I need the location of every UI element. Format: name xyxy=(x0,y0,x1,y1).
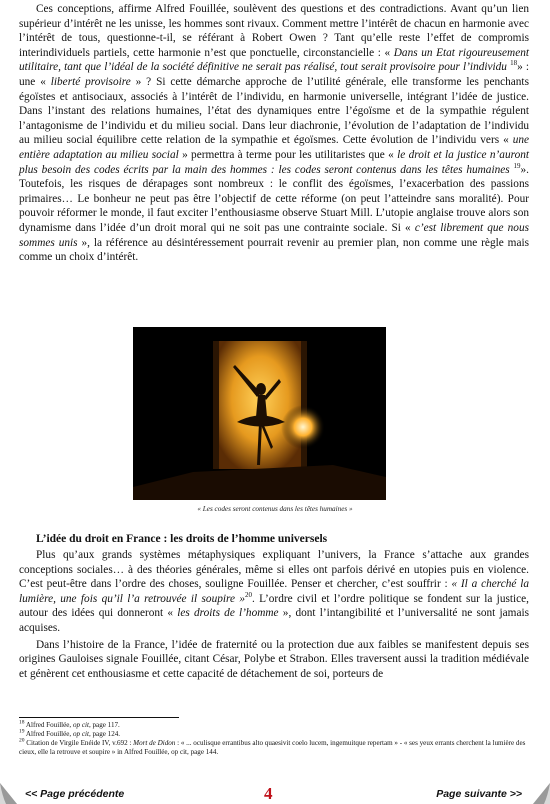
next-page-link[interactable]: Page suivante >> xyxy=(436,788,522,800)
quote: « Il a cherché la lumière, une fois qu’il l’a retrouvée il soupire » xyxy=(19,578,529,605)
text-run: Plus qu’aux grands systèmes métaphysiques expliquant l’univers, la France s’attache aux grandes conceptions sociales… à des théories générales, même si elles ont parfois dérivé en utopies puis en violence. C’est peut-être dans l’ordre des choses, souligne Fouillée. Penser et chercher, c’est souffrir : xyxy=(19,549,529,591)
previous-page-link[interactable]: << Page précédente xyxy=(25,788,125,800)
quote: liberté provisoire xyxy=(50,75,131,88)
footnote-ref-19[interactable]: 19 xyxy=(513,161,521,170)
footnote-18: $^{18}$ Alfred Fouillée, op cit, page 117. xyxy=(19,719,120,729)
footnote-ref-20[interactable]: 20 xyxy=(245,591,252,600)
paragraph-2 xyxy=(19,548,529,636)
section-heading: L’idée du droit en France : les droits de l’homme universels xyxy=(36,533,328,545)
paragraph-3: Dans l’histoire de la France, l’idée de fraternité ou la protection due aux faibles se manifestent depuis ses origines Gauloises signale Fouillée, citant César, Polybe et Strabon. Elles traversent aussi la tradition médiévale et génèrent cet enthousiasme et cette capacité de détachement de soi, porteurs de xyxy=(19,638,529,680)
text-run: », dont l’intangibilité et l’universalité ne sont jamais acquises. xyxy=(19,607,530,634)
page-number: 4 xyxy=(264,784,273,803)
text-run: » : une « xyxy=(19,61,529,88)
quote: le droit et la justice n’auront plus besoin des codes écrits par la main des hommes : les codes seront contenus dans les têtes humaines xyxy=(19,148,530,176)
text-run: » ? Si cette démarche approche de l’utilité générale, elle transforme les penchants égoïstes et antisociaux, associés à l’intérêt de l’individu, en harmonie universelle, intégrant l’idée de justice. Dans l’instant des relations humaines, l’état des dynamiques entre l’égoïsme et de la sympathie régulent l’antagonisme de l’individu et du milieu social. Dans leur diachronie, l’évolution de l’adaptation de l’individu au milieu social équilibre cette relation de la sympathie et égoïsmes. Cette évolution de l’individu vers « xyxy=(19,75,529,147)
section-body xyxy=(19,548,529,681)
text-run: ». Toutefois, les risques de dérapages sont nombreux : le conflit des égoïsmes, l’exacerbation des passions primaires… Le bonheur ne peut pas être l’objectif de cette réforme (on peut l’atteindre sans moralité). Pour pouvoir réformer le monde, il faut exciter l’enthousiasme observe Stuart Mill. L’utopie anglaise trouve alors son dynamisme dans l’idée d’un droit moral qui ne soit pas une contrainte sociale. Si « xyxy=(19,163,529,234)
footnote-20: $^{20}$ Citation de Virgile Enéide IV, v.692 : Mort de Didon : « ... oculisque errantibus alto quaesivit coelo lucem, ingemuitque repertam » - « ses yeux errants cherchent la lumière des cieux, elle la retrouve et soupire » in Alfred Fouillée, op cit, page 144. xyxy=(19,737,526,756)
text-run: Ces conceptions, affirme Alfred Fouillée, soulèvent des questions et des contradictions. Avant qu’un lien supérieur d’intérêt ne les unisse, les hommes sont rivaux. Comment mettre l’intérêt de chacun en harmonie avec l’intérêt de tous, questionne-t-il, se référant à Robert Owen ? Tant qu’elle reste l’effet de compromis interindividuels partiels, cette harmonie n’est que ponctuelle, circonstancielle : « xyxy=(19,3,529,59)
page-curl-left-icon[interactable] xyxy=(0,783,17,804)
page-curl-right-icon[interactable] xyxy=(533,783,550,804)
page-navigation xyxy=(0,783,550,804)
quote: c’est librement que nous sommes unis xyxy=(19,221,530,249)
footnote-19: $^{19}$ Alfred Fouillée, op cit, page 124. xyxy=(19,728,121,738)
quote: une entière adaptation au milieu social xyxy=(19,134,529,161)
text-run: . L’ordre civil et l’ordre politique se fondent sur la justice, autour des idées qui donneront « xyxy=(19,592,529,620)
text-run: » permettra à terme pour les utilitaristes que « xyxy=(182,148,394,161)
quote: Dans un Etat rigoureusement utilitaire, tant que l’idéal de la société définitive ne serait pas réalisé, tout serait provisoire pour l’individu xyxy=(19,46,530,74)
footnotes xyxy=(19,721,531,757)
footnote-ref-18[interactable]: 18 xyxy=(510,59,518,68)
figure-caption: « Les codes seront contenus dans les têtes humaines » xyxy=(197,505,353,513)
ballerina-photo xyxy=(133,327,386,500)
quote: les droits de l’homme xyxy=(177,607,279,620)
ballerina-silhouette-image xyxy=(133,327,386,500)
paragraph-1 xyxy=(19,0,529,265)
footnote-divider xyxy=(19,717,179,718)
text-run: », la référence au désintéressement pourrait revenir au premier plan, non comme une règle mais comme un choix d’intérêt. xyxy=(19,236,529,264)
document-page xyxy=(19,0,529,265)
